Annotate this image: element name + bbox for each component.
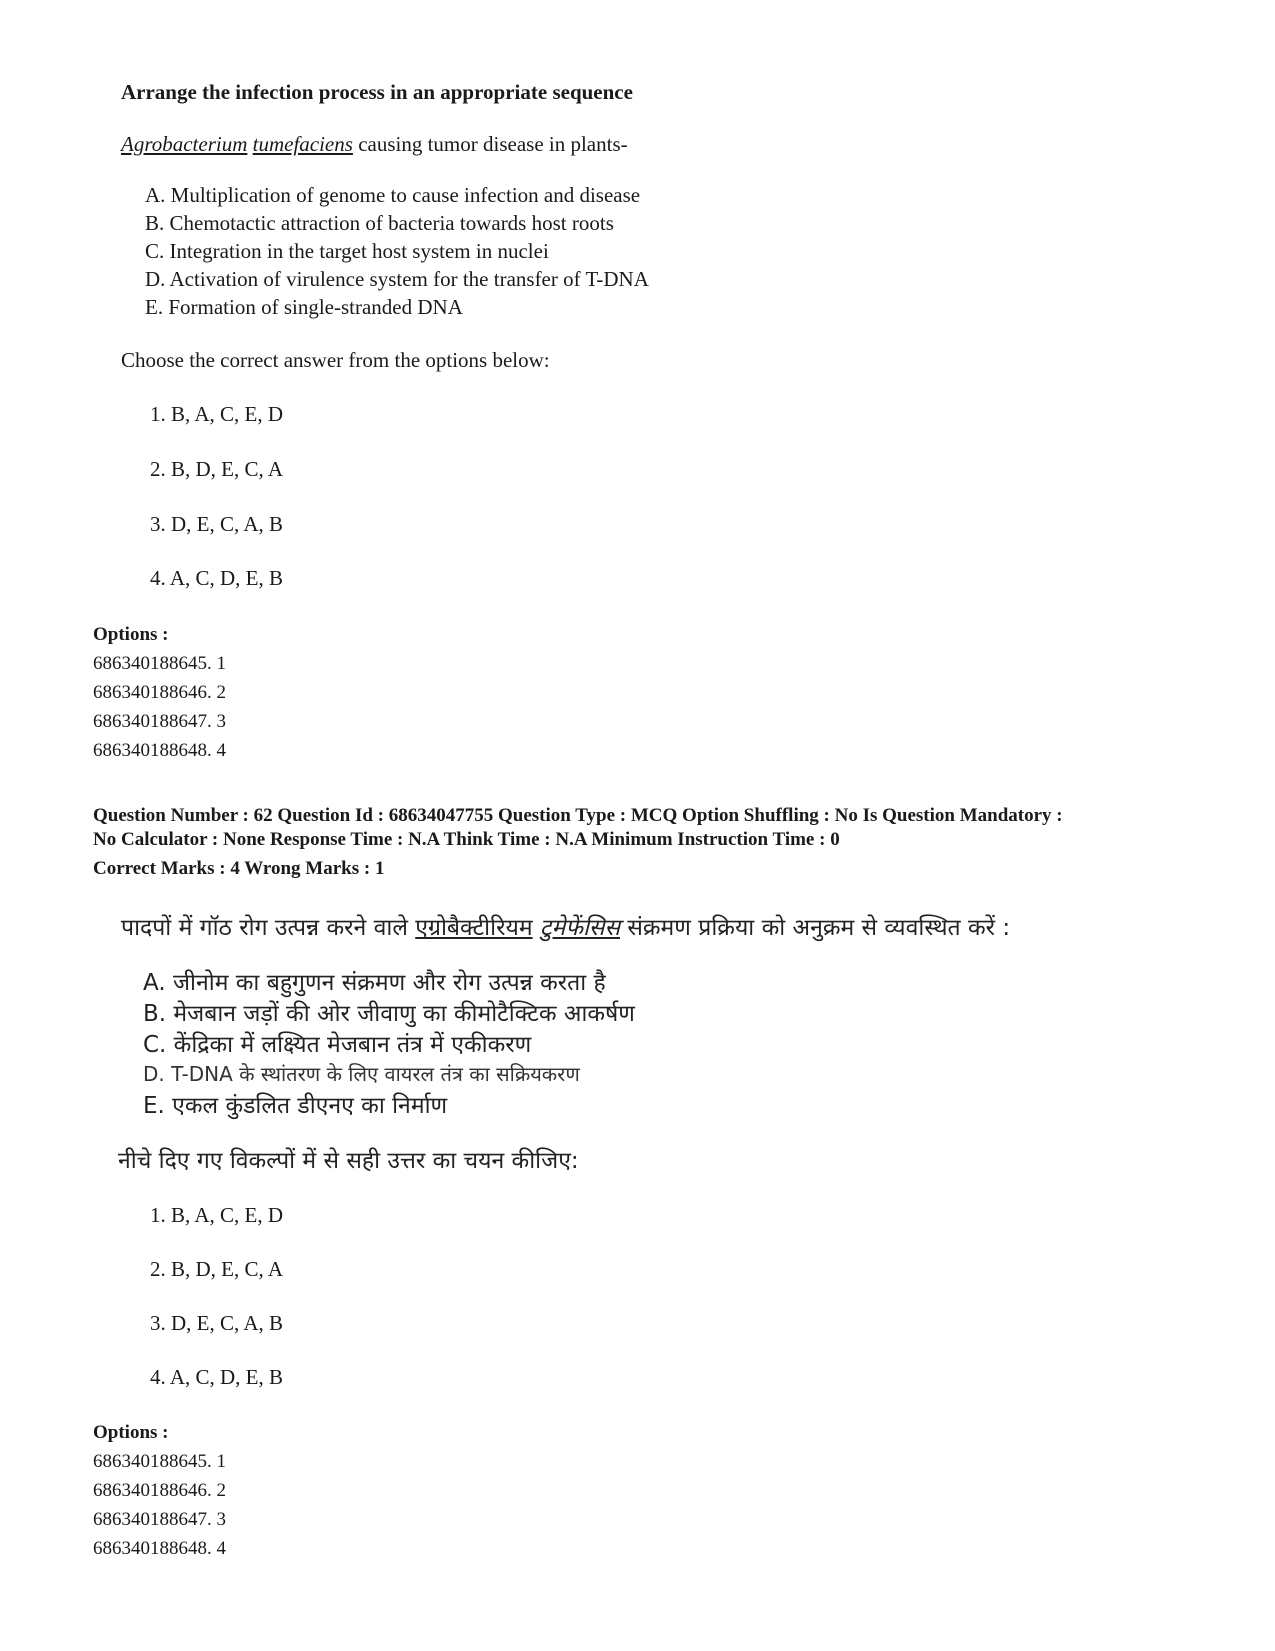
hindi-list-item: A. जीनोम का बहुगुणन संक्रमण और रोग उत्पन्न करता है [143, 970, 606, 996]
list-item: B. Chemotactic attraction of bacteria towards host roots [145, 211, 614, 235]
question-meta-line-2: No Calculator : None Response Time : N.A Think Time : N.A Minimum Instruction Time : 0 [93, 829, 840, 850]
hindi-prompt-rest: संक्रमण प्रक्रिया को अनुक्रम से व्यवस्थित करें : [620, 915, 1011, 941]
hindi-prompt-pre: पादपों में गॉठ रोग उत्पन्न करने वाले [121, 915, 416, 941]
answer-choice: 2. B, D, E, C, A [150, 1257, 284, 1281]
list-item: A. Multiplication of genome to cause infection and disease [145, 183, 641, 207]
organism-genus: Agrobacterium [121, 132, 248, 156]
hindi-list-item: B. मेजबान जड़ों की ओर जीवाणु का कीमोटैक्टिक आकर्षण [143, 1001, 635, 1027]
list-item: D. Activation of virulence system for the transfer of T-DNA [145, 267, 649, 291]
question-prompt [121, 132, 628, 157]
hindi-question-prompt [121, 910, 1010, 942]
hindi-list-item: D. T-DNA के स्थांतरण के लिए वायरल तंत्र का सक्रियकरण [143, 1062, 580, 1086]
list-item: C. Integration in the target host system in nuclei [145, 239, 549, 263]
option-id-line: 686340188648. 4 [93, 740, 226, 761]
prompt-rest: causing tumor disease in plants- [358, 132, 628, 156]
hindi-list-item: C. केंद्रिका में लक्ष्यित मेजबान तंत्र में एकीकरण [143, 1032, 532, 1058]
options-label: Options : [93, 624, 169, 645]
hindi-list-item: E. एकल कुंडलित डीएनए का निर्माण [143, 1093, 448, 1119]
answer-choice: 2. B, D, E, C, A [150, 457, 284, 481]
question-meta-line-1: Question Number : 62 Question Id : 68634047755 Question Type : MCQ Option Shuffling : No Is Question Mandatory : [93, 805, 1063, 826]
option-id-line: 686340188645. 1 [93, 653, 226, 674]
question-heading: Arrange the infection process in an appropriate sequence [121, 80, 633, 104]
answer-choice: 3. D, E, C, A, B [150, 512, 284, 536]
options-label: Options : [93, 1422, 169, 1443]
option-id-line: 686340188647. 3 [93, 1509, 226, 1530]
hindi-choose-instruction: नीचे दिए गए विकल्पों में से सही उत्तर का चयन कीजिए: [118, 1148, 579, 1174]
option-id-line: 686340188648. 4 [93, 1538, 226, 1559]
hindi-organism-genus: एग्रोबैक्टीरियम [415, 915, 533, 941]
option-id-line: 686340188647. 3 [93, 711, 226, 732]
option-id-line: 686340188645. 1 [93, 1451, 226, 1472]
organism-species: tumefaciens [252, 132, 353, 156]
answer-choice: 1. B, A, C, E, D [150, 402, 284, 426]
marks-line: Correct Marks : 4 Wrong Marks : 1 [93, 858, 385, 879]
hindi-organism-species: टुमेफेंसिस [539, 915, 621, 941]
option-id-line: 686340188646. 2 [93, 682, 226, 703]
answer-choice: 3. D, E, C, A, B [150, 1311, 284, 1335]
option-id-line: 686340188646. 2 [93, 1480, 226, 1501]
choose-instruction: Choose the correct answer from the options below: [121, 348, 550, 372]
answer-choice: 4. A, C, D, E, B [150, 1365, 284, 1389]
answer-choice: 4. A, C, D, E, B [150, 566, 284, 590]
answer-choice: 1. B, A, C, E, D [150, 1203, 284, 1227]
list-item: E. Formation of single-stranded DNA [145, 295, 463, 319]
